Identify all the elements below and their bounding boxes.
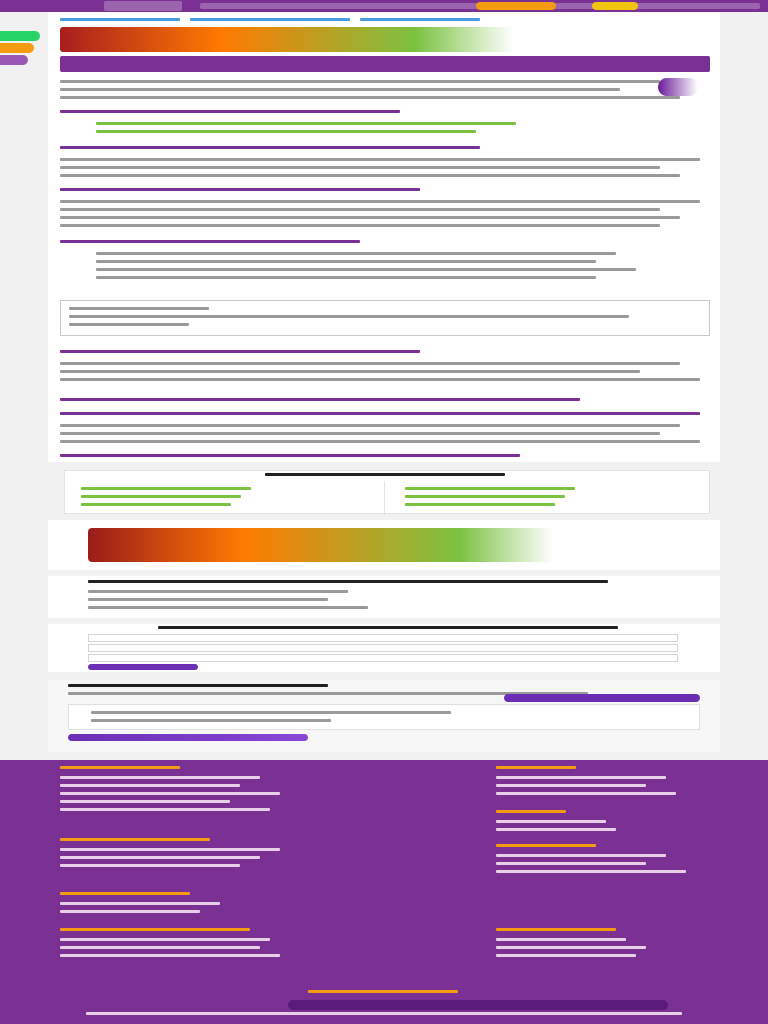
footer-item[interactable] xyxy=(496,946,646,949)
footer-item[interactable] xyxy=(60,848,280,851)
follow-us xyxy=(308,990,458,993)
link-line[interactable] xyxy=(96,122,516,125)
related-link[interactable] xyxy=(405,495,565,498)
section-heading xyxy=(60,350,420,353)
footer-item[interactable] xyxy=(496,854,666,857)
section-heading xyxy=(60,146,480,149)
footer-item[interactable] xyxy=(60,864,240,867)
left-floating-tabs xyxy=(0,31,40,75)
comment-textarea[interactable] xyxy=(68,704,700,730)
body-line xyxy=(60,96,680,99)
breadcrumb-item[interactable] xyxy=(190,18,350,21)
footer-group-title xyxy=(60,766,180,769)
join-field[interactable] xyxy=(88,634,678,642)
footer-group-title xyxy=(60,928,250,931)
top-bar xyxy=(0,0,768,12)
related-left xyxy=(65,481,385,515)
footer-item[interactable] xyxy=(60,792,280,795)
body-line xyxy=(60,224,660,227)
example-line xyxy=(69,307,209,310)
footer-left xyxy=(60,766,360,986)
section-heading xyxy=(60,188,420,191)
faq-question xyxy=(60,412,700,415)
author-avatar[interactable] xyxy=(658,78,698,96)
purple-tab[interactable] xyxy=(0,55,28,65)
example-box xyxy=(60,300,710,336)
footer-item[interactable] xyxy=(60,856,260,859)
article-title xyxy=(60,56,710,72)
faq-answer-line xyxy=(60,424,680,427)
body-line xyxy=(60,362,680,365)
body-line xyxy=(96,252,616,255)
body-line xyxy=(60,200,700,203)
footer-item[interactable] xyxy=(496,776,666,779)
popular-item[interactable] xyxy=(88,606,368,609)
send-otp-button[interactable] xyxy=(504,694,700,702)
body-line xyxy=(60,158,700,161)
article-body xyxy=(60,80,710,470)
footer-item[interactable] xyxy=(60,808,270,811)
breadcrumb xyxy=(60,14,540,24)
footer-item[interactable] xyxy=(60,784,240,787)
faq-answer-line xyxy=(60,440,700,443)
related-link[interactable] xyxy=(405,487,575,490)
related-link[interactable] xyxy=(81,487,251,490)
post-comment-button[interactable] xyxy=(68,734,308,741)
footer-group-title xyxy=(496,928,616,931)
body-line xyxy=(60,88,620,91)
faq-question xyxy=(60,454,520,457)
footer-item[interactable] xyxy=(496,938,626,941)
body-line xyxy=(96,260,596,263)
footer-item[interactable] xyxy=(496,828,616,831)
related-link[interactable] xyxy=(81,495,241,498)
footer-right xyxy=(496,766,706,986)
body-line xyxy=(96,276,596,279)
body-line xyxy=(60,216,680,219)
promo-banner[interactable] xyxy=(48,520,720,570)
footer-bottom-links xyxy=(86,1012,682,1015)
body-line xyxy=(60,208,660,211)
footer xyxy=(0,760,768,1024)
faq-heading xyxy=(60,398,580,401)
whatsapp-tab[interactable] xyxy=(0,31,40,41)
join-field[interactable] xyxy=(88,654,678,662)
breadcrumb-item[interactable] xyxy=(60,18,180,21)
comment-section xyxy=(48,680,720,752)
footer-item[interactable] xyxy=(60,938,270,941)
faq-answer-line xyxy=(60,432,660,435)
top-cta[interactable] xyxy=(476,2,556,10)
popular-item[interactable] xyxy=(88,598,328,601)
related-links xyxy=(64,470,710,514)
comment-title xyxy=(68,684,328,687)
main-card xyxy=(48,12,720,462)
footer-item[interactable] xyxy=(60,910,200,913)
footer-banner[interactable] xyxy=(288,1000,668,1010)
join-title xyxy=(158,626,618,629)
footer-item[interactable] xyxy=(496,820,606,823)
body-line xyxy=(60,80,660,83)
join-field[interactable] xyxy=(88,644,678,652)
link-line[interactable] xyxy=(96,130,476,133)
footer-group-title xyxy=(496,844,596,847)
example-line xyxy=(69,315,629,318)
footer-group-title xyxy=(496,766,576,769)
footer-item[interactable] xyxy=(496,862,646,865)
footer-group-title xyxy=(60,838,210,841)
top-banner[interactable] xyxy=(60,27,708,52)
footer-item[interactable] xyxy=(496,784,646,787)
top-cta-secondary[interactable] xyxy=(592,2,638,10)
popular-articles xyxy=(48,576,720,618)
footer-item[interactable] xyxy=(496,792,676,795)
promo-banner-art xyxy=(88,528,708,562)
body-line xyxy=(60,378,700,381)
related-link[interactable] xyxy=(81,503,231,506)
brand-logo[interactable] xyxy=(104,1,182,11)
orange-tab[interactable] xyxy=(0,43,34,53)
footer-item[interactable] xyxy=(60,902,220,905)
section-heading xyxy=(60,240,360,243)
body-line xyxy=(60,166,660,169)
join-program xyxy=(48,624,720,672)
footer-item[interactable] xyxy=(496,954,636,957)
related-title xyxy=(265,473,505,476)
breadcrumb-item[interactable] xyxy=(360,18,480,21)
footer-item[interactable] xyxy=(60,776,260,779)
related-right xyxy=(389,481,711,515)
body-line xyxy=(96,268,636,271)
popular-title xyxy=(88,580,608,583)
comment-placeholder xyxy=(91,719,331,722)
footer-item[interactable] xyxy=(60,800,230,803)
example-line xyxy=(69,323,189,326)
comment-placeholder xyxy=(91,711,451,714)
body-line xyxy=(60,174,680,177)
related-link[interactable] xyxy=(405,503,555,506)
join-submit-button[interactable] xyxy=(88,664,198,670)
footer-group-title xyxy=(496,810,566,813)
body-line xyxy=(60,370,640,373)
footer-item[interactable] xyxy=(496,870,686,873)
footer-item[interactable] xyxy=(60,946,260,949)
footer-item[interactable] xyxy=(60,954,280,957)
popular-item[interactable] xyxy=(88,590,348,593)
section-heading xyxy=(60,110,400,113)
footer-group-title xyxy=(60,892,190,895)
